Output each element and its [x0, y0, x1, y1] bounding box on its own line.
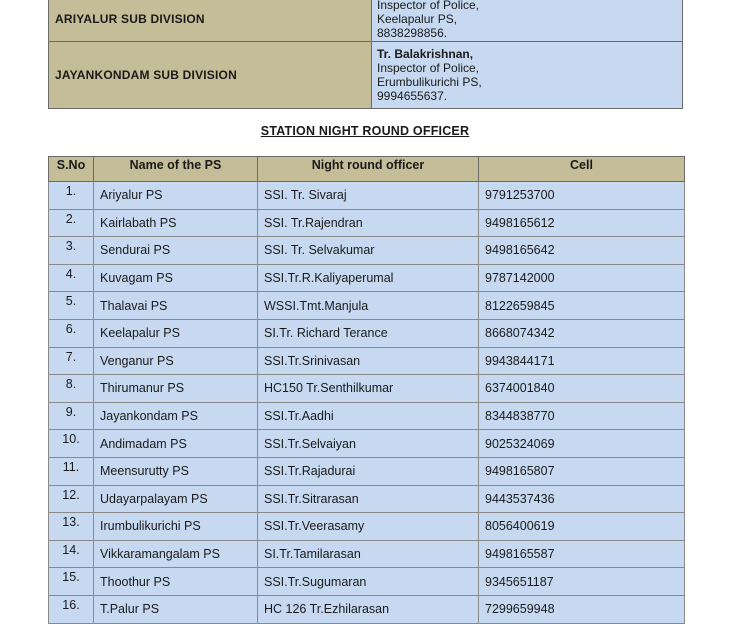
cell-cell: 9443537436 [479, 485, 685, 513]
cell-cell: 9943844171 [479, 347, 685, 375]
cell-ps: Ariyalur PS [94, 182, 258, 210]
cell-sno: 7. [49, 347, 94, 375]
officer-line: 9994655637. [377, 89, 448, 103]
cell-sno: 10. [49, 430, 94, 458]
cell-sno: 4. [49, 264, 94, 292]
cell-sno: 9. [49, 402, 94, 430]
cell-ps: Meensurutty PS [94, 457, 258, 485]
cell-officer: SSI.Tr.Selvaiyan [258, 430, 479, 458]
table-row [49, 485, 685, 513]
cell-ps: T.Palur PS [94, 595, 258, 623]
officer-line: Inspector of Police, [377, 61, 480, 75]
cell-sno: 5. [49, 292, 94, 320]
table-row [49, 375, 685, 403]
cell-sno: 12. [49, 485, 94, 513]
cell-cell: 9498165807 [479, 457, 685, 485]
cell-cell: 8122659845 [479, 292, 685, 320]
officer-line: Keelapalur PS, [377, 12, 458, 26]
officer-line: Erumbulikurichi PS, [377, 75, 482, 89]
sub-division-officer [372, 42, 683, 109]
sub-division-name: ARIYALUR SUB DIVISION [49, 0, 372, 42]
cell-cell: 9498165642 [479, 237, 685, 265]
cell-cell: 9025324069 [479, 430, 685, 458]
table-row [49, 568, 685, 596]
table-row [49, 513, 685, 541]
cell-ps: Jayankondam PS [94, 402, 258, 430]
officer-line: 8838298856. [377, 26, 448, 40]
table-row [49, 182, 685, 210]
cell-officer: SSI.Tr.Aadhi [258, 402, 479, 430]
cell-officer: SSI.Tr.Sitrarasan [258, 485, 479, 513]
header-cell: Cell [479, 157, 685, 182]
cell-officer: HC150 Tr.Senthilkumar [258, 375, 479, 403]
cell-ps: Udayarpalayam PS [94, 485, 258, 513]
cell-sno: 8. [49, 375, 94, 403]
table-row [49, 292, 685, 320]
sub-division-name: JAYANKONDAM SUB DIVISION [49, 42, 372, 109]
cell-officer: SSI.Tr.Rajadurai [258, 457, 479, 485]
cell-cell: 6374001840 [479, 375, 685, 403]
cell-officer: SSI. Tr.Rajendran [258, 209, 479, 237]
cell-sno: 6. [49, 319, 94, 347]
cell-officer: SSI.Tr.Srinivasan [258, 347, 479, 375]
table-row [49, 457, 685, 485]
cell-ps: Kuvagam PS [94, 264, 258, 292]
cell-sno: 3. [49, 237, 94, 265]
cell-officer: SSI.Tr.Sugumaran [258, 568, 479, 596]
table-row [49, 402, 685, 430]
cell-ps: Vikkaramangalam PS [94, 540, 258, 568]
section-title: STATION NIGHT ROUND OFFICER [260, 124, 470, 138]
cell-ps: Venganur PS [94, 347, 258, 375]
cell-sno: 2. [49, 209, 94, 237]
header-sno: S.No [49, 157, 94, 182]
cell-ps: Kairlabath PS [94, 209, 258, 237]
cell-sno: 13. [49, 513, 94, 541]
sub-division-row [49, 0, 683, 42]
table-row [49, 430, 685, 458]
table-row [49, 347, 685, 375]
table-row [49, 209, 685, 237]
cell-sno: 15. [49, 568, 94, 596]
cell-ps: Sendurai PS [94, 237, 258, 265]
cell-ps: Andimadam PS [94, 430, 258, 458]
cell-officer: SSI. Tr. Sivaraj [258, 182, 479, 210]
cell-officer: SSI.Tr.R.Kaliyaperumal [258, 264, 479, 292]
cell-officer: SSI. Tr. Selvakumar [258, 237, 479, 265]
table-row [49, 540, 685, 568]
cell-officer: HC 126 Tr.Ezhilarasan [258, 595, 479, 623]
cell-cell: 7299659948 [479, 595, 685, 623]
cell-ps: Irumbulikurichi PS [94, 513, 258, 541]
table-header-row [49, 157, 685, 182]
cell-cell: 8344838770 [479, 402, 685, 430]
cell-cell: 9345651187 [479, 568, 685, 596]
cell-ps: Thirumanur PS [94, 375, 258, 403]
cell-sno: 16. [49, 595, 94, 623]
cell-officer: SI.Tr.Tamilarasan [258, 540, 479, 568]
officer-line: Inspector of Police, [377, 0, 480, 12]
cell-officer: SI.Tr. Richard Terance [258, 319, 479, 347]
header-ps: Name of the PS [94, 157, 258, 182]
cell-sno: 11. [49, 457, 94, 485]
cell-cell: 8668074342 [479, 319, 685, 347]
sub-division-table [48, 0, 683, 109]
cell-sno: 14. [49, 540, 94, 568]
table-row [49, 595, 685, 623]
cell-ps: Thoothur PS [94, 568, 258, 596]
cell-sno: 1. [49, 182, 94, 210]
header-officer: Night round officer [258, 157, 479, 182]
table-row [49, 237, 685, 265]
cell-ps: Keelapalur PS [94, 319, 258, 347]
table-row [49, 319, 685, 347]
cell-officer: SSI.Tr.Veerasamy [258, 513, 479, 541]
table-row [49, 264, 685, 292]
cell-cell: 9787142000 [479, 264, 685, 292]
cell-cell: 9498165612 [479, 209, 685, 237]
cell-officer: WSSI.Tmt.Manjula [258, 292, 479, 320]
officer-name: Tr. Balakrishnan, [377, 47, 474, 61]
cell-cell: 9498165587 [479, 540, 685, 568]
night-round-table [48, 156, 685, 624]
sub-division-officer [372, 0, 683, 42]
sub-division-row [49, 42, 683, 109]
cell-ps: Thalavai PS [94, 292, 258, 320]
cell-cell: 9791253700 [479, 182, 685, 210]
cell-cell: 8056400619 [479, 513, 685, 541]
